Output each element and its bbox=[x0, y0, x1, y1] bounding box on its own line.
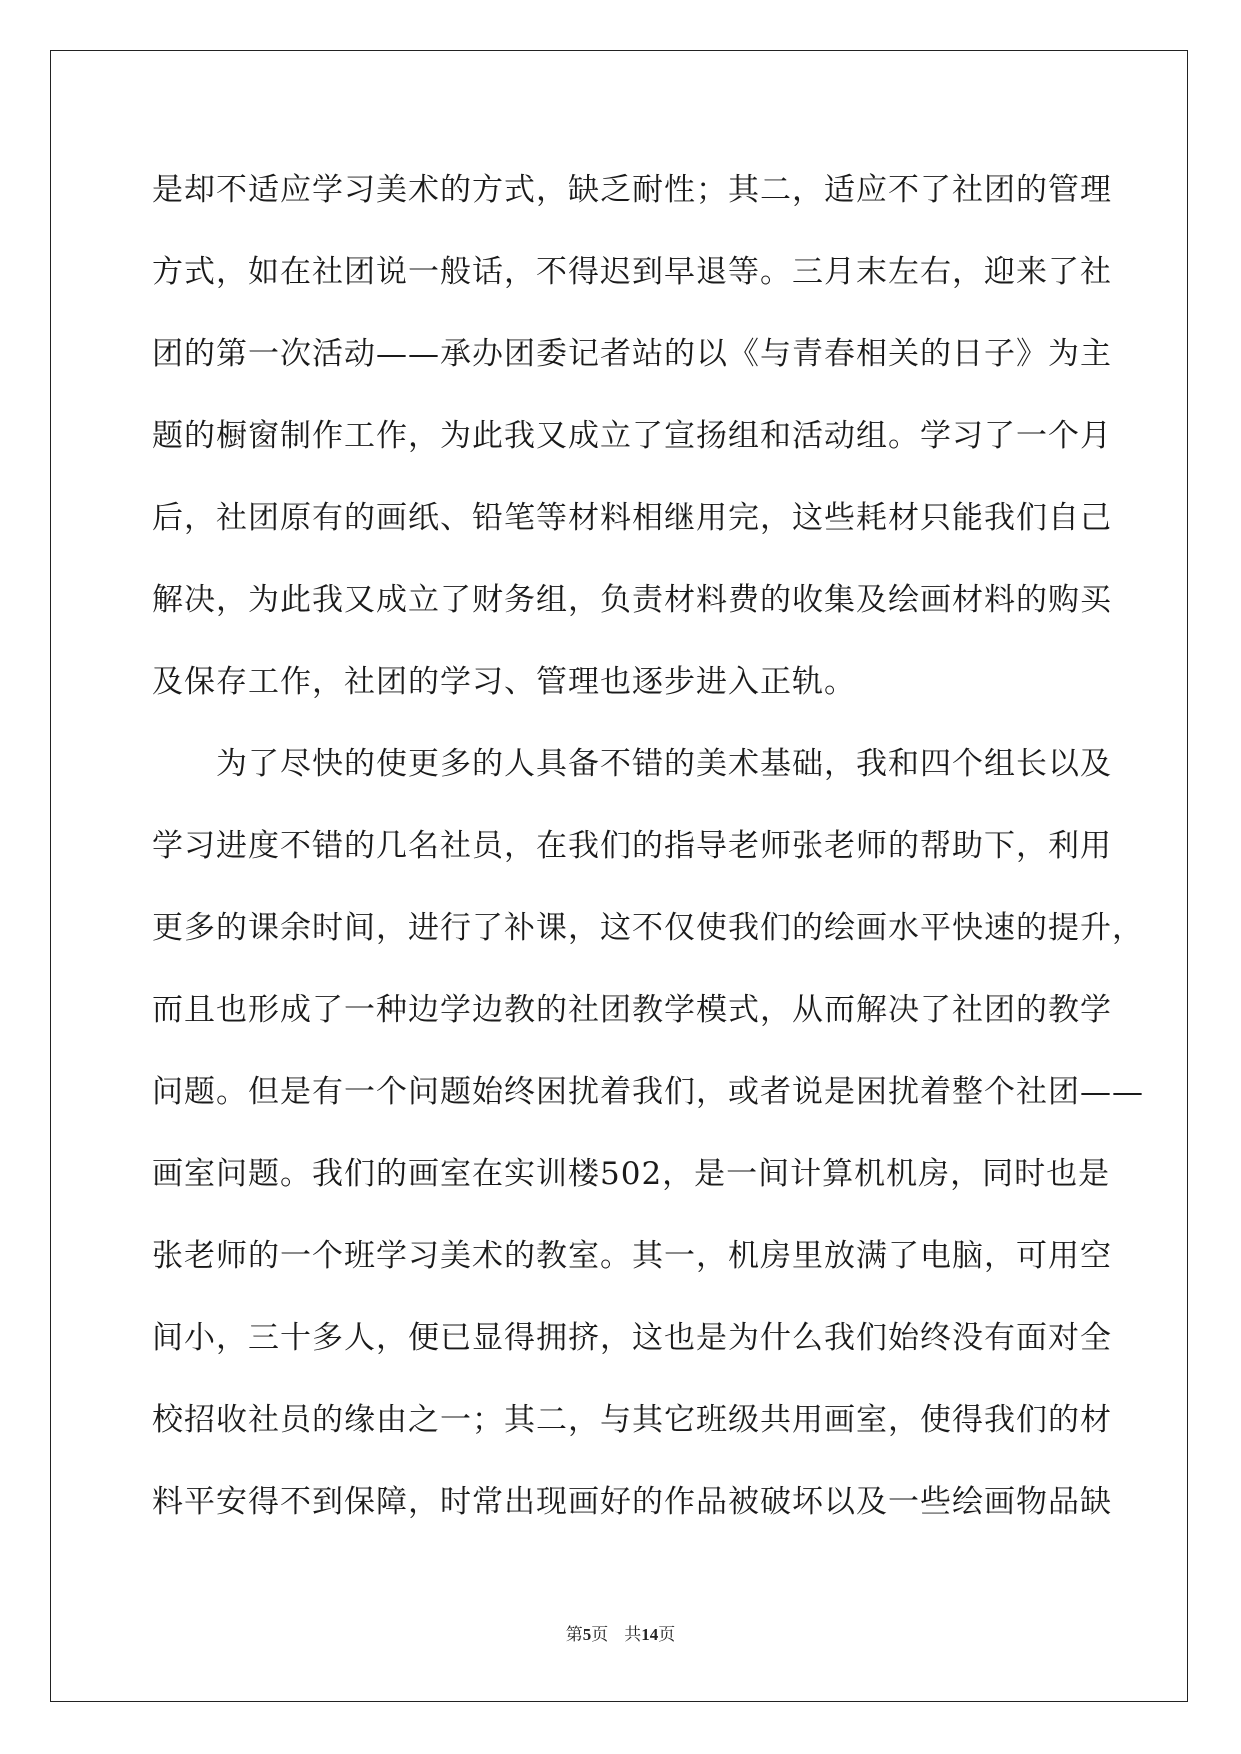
text-line: 及保存工作，社团的学习、管理也逐步进入正轨。 bbox=[152, 664, 856, 700]
text-line: 题的橱窗制作工作，为此我又成立了宣扬组和活动组。学习了一个月 bbox=[152, 418, 1112, 454]
text-line: 画室问题。我们的画室在实训楼502，是一间计算机机房，同时也是 bbox=[152, 1156, 1111, 1192]
text-line: 料平安得不到保障，时常出现画好的作品被破坏以及一些绘画物品缺 bbox=[152, 1484, 1112, 1520]
page-number: 5 bbox=[582, 1625, 592, 1644]
text-line: 是却不适应学习美术的方式，缺乏耐性；其二，适应不了社团的管理 bbox=[152, 172, 1112, 208]
text-line: 问题。但是有一个问题始终困扰着我们，或者说是困扰着整个社团—— bbox=[152, 1074, 1144, 1110]
text-line: 为了尽快的使更多的人具备不错的美术基础，我和四个组长以及 bbox=[216, 746, 1112, 782]
page-suffix: 页 bbox=[591, 1625, 609, 1644]
total-pages: 14 bbox=[641, 1625, 659, 1644]
text-line: 张老师的一个班学习美术的教室。其一，机房里放满了电脑，可用空 bbox=[152, 1238, 1112, 1274]
text-line: 后，社团原有的画纸、铅笔等材料相继用完，这些耗材只能我们自己 bbox=[152, 500, 1112, 536]
text-line: 学习进度不错的几名社员，在我们的指导老师张老师的帮助下，利用 bbox=[152, 828, 1112, 864]
total-suffix: 页 bbox=[658, 1625, 676, 1644]
text-line: 团的第一次活动——承办团委记者站的以《与青春相关的日子》为主 bbox=[152, 336, 1112, 372]
text-line: 而且也形成了一种边学边教的社团教学模式，从而解决了社团的教学 bbox=[152, 992, 1112, 1028]
text-line: 更多的课余时间，进行了补课，这不仅使我们的绘画水平快速的提升， bbox=[152, 910, 1144, 946]
page-prefix: 第 bbox=[565, 1625, 583, 1644]
page-footer bbox=[0, 1620, 1241, 1645]
text-line: 间小，三十多人，便已显得拥挤，这也是为什么我们始终没有面对全 bbox=[152, 1320, 1112, 1356]
text-line: 方式，如在社团说一般话，不得迟到早退等。三月末左右，迎来了社 bbox=[152, 254, 1112, 290]
text-line: 校招收社员的缘由之一；其二，与其它班级共用画室，使得我们的材 bbox=[152, 1402, 1112, 1438]
total-prefix: 共 bbox=[624, 1625, 642, 1644]
text-line: 解决，为此我又成立了财务组，负责材料费的收集及绘画材料的购买 bbox=[152, 582, 1112, 618]
document-body bbox=[152, 160, 1144, 1554]
